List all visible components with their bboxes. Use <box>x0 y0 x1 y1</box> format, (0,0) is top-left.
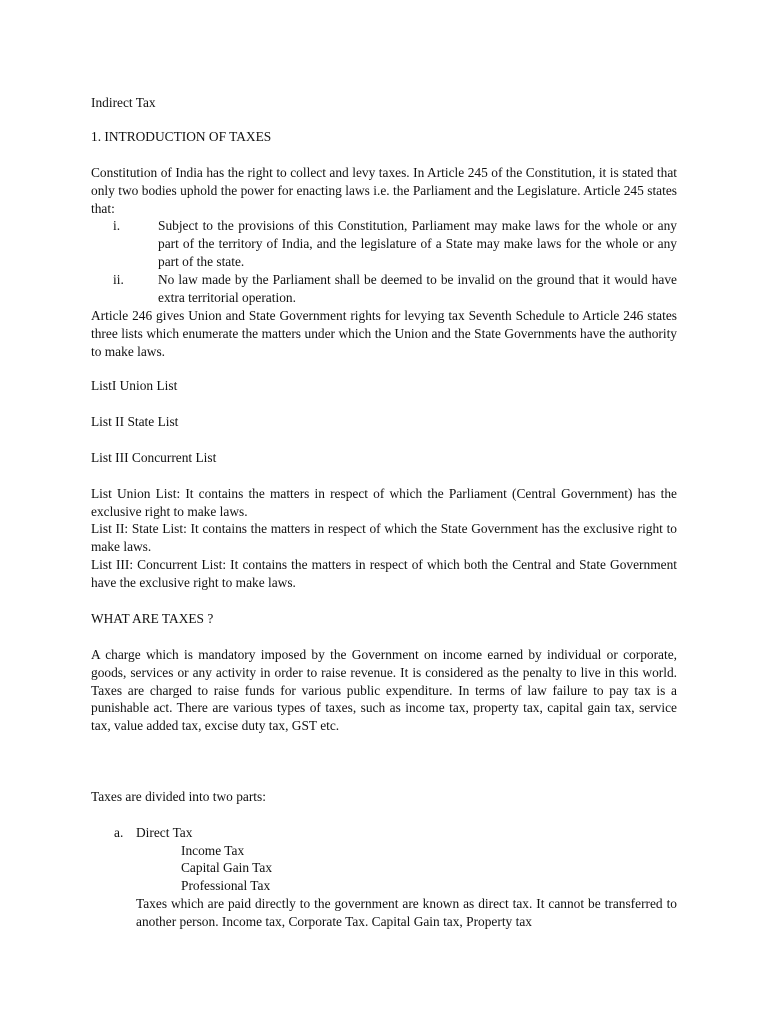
roman-item-i: Subject to the provisions of this Constitution, Parliament may make laws for the whole or any part of the territory of India, and the legislature of a State may make laws for the whole or any part of the state. <box>158 218 677 269</box>
direct-tax-description: Taxes which are paid directly to the government are known as direct tax. It cannot be transferred to another person. Income tax, Corporate Tax. Capital Gain tax, Property tax <box>136 896 677 929</box>
direct-tax-marker: a. <box>114 825 124 840</box>
list-definition-union: List Union List: It contains the matters in respect of which the Parliament (Central Government) has the exclusive right to make laws. <box>91 486 677 519</box>
roman-item-ii: No law made by the Parliament shall be deemed to be invalid on the ground that it would have extra territorial operation. <box>158 272 677 305</box>
direct-tax-label: Direct Tax <box>136 825 193 840</box>
roman-numeral-i: i. <box>113 218 121 233</box>
section-heading-introduction: 1. INTRODUCTION OF TAXES <box>91 129 272 144</box>
list-heading-union: ListI Union List <box>91 378 178 393</box>
list-definition-state: List II: State List: It contains the matters in respect of which the State Government has the exclusive right to make laws. <box>91 521 677 554</box>
list-heading-state: List II State List <box>91 414 179 429</box>
list-definition-concurrent: List III: Concurrent List: It contains the matters in respect of which both the Central and State Government have the exclusive right to make laws. <box>91 557 677 590</box>
article-246-paragraph: Article 246 gives Union and State Government rights for levying tax Seventh Schedule to Article 246 states three lists which enumerate the matters under which the Union and the State Governments have the authority to make laws. <box>91 308 677 359</box>
section-heading-what-are-taxes: WHAT ARE TAXES ? <box>91 611 214 626</box>
list-heading-concurrent: List III Concurrent List <box>91 450 217 465</box>
document-title: Indirect Tax <box>91 95 156 110</box>
taxes-paragraph: A charge which is mandatory imposed by the Government on income earned by individual or corporate, goods, services or any activity in order to raise revenue. It is considered as the penalty to live in this world. Taxes are charged to raise funds for various public expenditure. In terms of law failure to pay tax is a punishable act. There are various types of taxes, such as income tax, property tax, capital gain tax, service tax, value added tax, excise duty tax, GST etc. <box>91 647 677 734</box>
direct-tax-item-income: Income Tax <box>181 843 245 858</box>
direct-tax-item-capital-gain: Capital Gain Tax <box>181 860 273 875</box>
direct-tax-item-professional: Professional Tax <box>181 878 271 893</box>
taxes-divided-intro: Taxes are divided into two parts: <box>91 789 266 804</box>
intro-paragraph: Constitution of India has the right to collect and levy taxes. In Article 245 of the Constitution, it is stated that only two bodies uphold the power for enacting laws i.e. the Parliament and the Legislature. Article 245 states that: <box>91 165 677 216</box>
roman-numeral-ii: ii. <box>113 272 124 287</box>
